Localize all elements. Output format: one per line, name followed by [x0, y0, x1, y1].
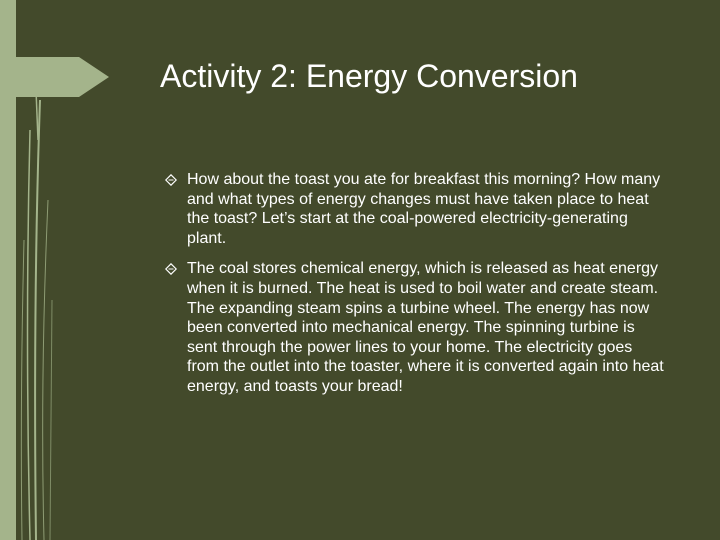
bullet-item [165, 170, 665, 248]
bullet-item [165, 259, 665, 396]
bullet-list [165, 170, 665, 408]
diamond-outline-icon [165, 263, 177, 275]
slide-title: Activity 2: Energy Conversion [160, 58, 578, 94]
title-accent-tab [16, 57, 109, 97]
bullet-text: The coal stores chemical energy, which is released as heat energy when it is burned. The heat is used to boil water and create steam. The expanding steam spins a turbine wheel. The energy has now been converted into mechanical energy. The spinning turbine is sent through the power lines to your home. The electricity goes from the outlet into the toaster, where it is converted again into heat energy, and toasts your bread! [187, 260, 664, 395]
bullet-text: How about the toast you ate for breakfast this morning? How many and what types of energy changes must have taken place to heat the toast? Let’s start at the coal-powered electricity-generating plant. [187, 171, 661, 247]
diamond-outline-icon [165, 174, 177, 186]
